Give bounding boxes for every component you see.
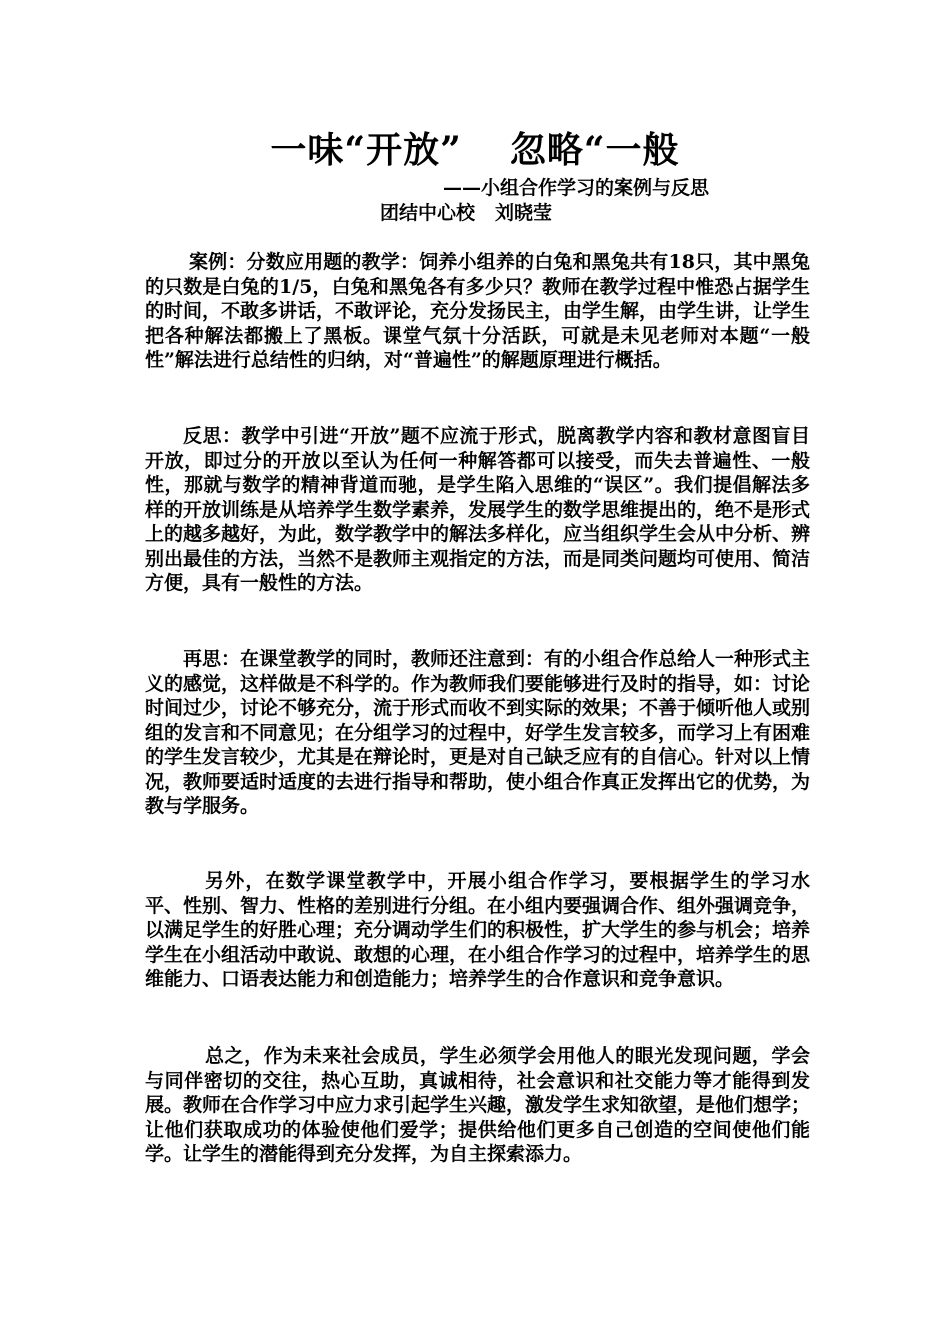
title-part-2: 忽略“一般 (509, 129, 680, 171)
paragraph-further-reflection: 再思：在课堂教学的同时，教师还注意到：有的小组合作总给人一种形式主义的感觉，这样做是不科学的。作为教师我们要能够进行及时的指导，如：讨论时间过少，讨论不够充分，流于形式而收不到实际的效果；不善于倾听他人或别组的发言和不同意见；在分组学习的过程中，好学生发言较多，而学习上有困难的学生发言较少，尤其是在辩论时，更是对自己缺乏应有的自信心。针对以上情况，教师要适时适度的去进行指导和帮助，使小组合作真正发挥出它的优势，为教与学服务。 (145, 648, 811, 817)
paragraph-case: 案例：分数应用题的教学：饲养小组养的白兔和黑兔共有18只，其中黑兔的只数是白兔的1/5，白兔和黑兔各有多少只？教师在教学过程中惟恐占据学生的时间，不敢多讲话，不敢评论，充分发扬民主，由学生解，由学生讲，让学生把各种解法都搬上了黑板。课堂气氛十分活跃，可就是未见老师对本题“一般性”解法进行总结性的归纳，对“普遍性”的解题原理进行概括。 (145, 251, 811, 371)
subtitle: ——小组合作学习的案例与反思 (443, 177, 710, 199)
paragraph-additionally: 另外，在数学课堂教学中，开展小组合作学习，要根据学生的学习水平、性别、智力、性格的差别进行分组。在小组内要强调合作、组外强调竞争，以满足学生的好胜心理；充分调动学生们的积极性，扩大学生的参与机会；培养学生在小组活动中敢说、敢想的心理，在小组合作学习的过程中，培养学生的思维能力、口语表达能力和创造能力；培养学生的合作意识和竞争意识。 (145, 870, 811, 990)
paragraph-conclusion: 总之，作为未来社会成员，学生必须学会用他人的眼光发现问题，学会与同伴密切的交往，热心互助，真诚相待，社会意识和社交能力等才能得到发展。教师在合作学习中应力求引起学生兴趣，激发学生求知欲望，是他们想学；让他们获取成功的体验使他们爱学；提供给他们更多自己创造的空间使他们能学。让学生的潜能得到充分发挥，为自主探索添力。 (145, 1045, 811, 1165)
paragraph-reflection: 反思：教学中引进“开放”题不应流于形式，脱离教学内容和教材意图盲目开放，即过分的开放以至认为任何一种解答都可以接受，而失去普遍性、一般性，那就与数学的精神背道而驰，是学生陷入思维的“误区”。我们提倡解法多样的开放训练是从培养学生数学素养，发展学生的数学思维提出的，绝不是形式上的越多越好，为此，数学教学中的解法多样化，应当组织学生会从中分析、辨别出最佳的方法，当然不是教师主观指定的方法，而是同类问题均可使用、简洁方便，具有一般性的方法。 (145, 425, 811, 594)
page-title (0, 128, 950, 172)
school-name: 团结中心校 (380, 202, 476, 224)
author-line (380, 201, 552, 225)
title-part-1: 一味“开放” (270, 129, 462, 171)
author-name: 刘晓莹 (495, 202, 553, 224)
